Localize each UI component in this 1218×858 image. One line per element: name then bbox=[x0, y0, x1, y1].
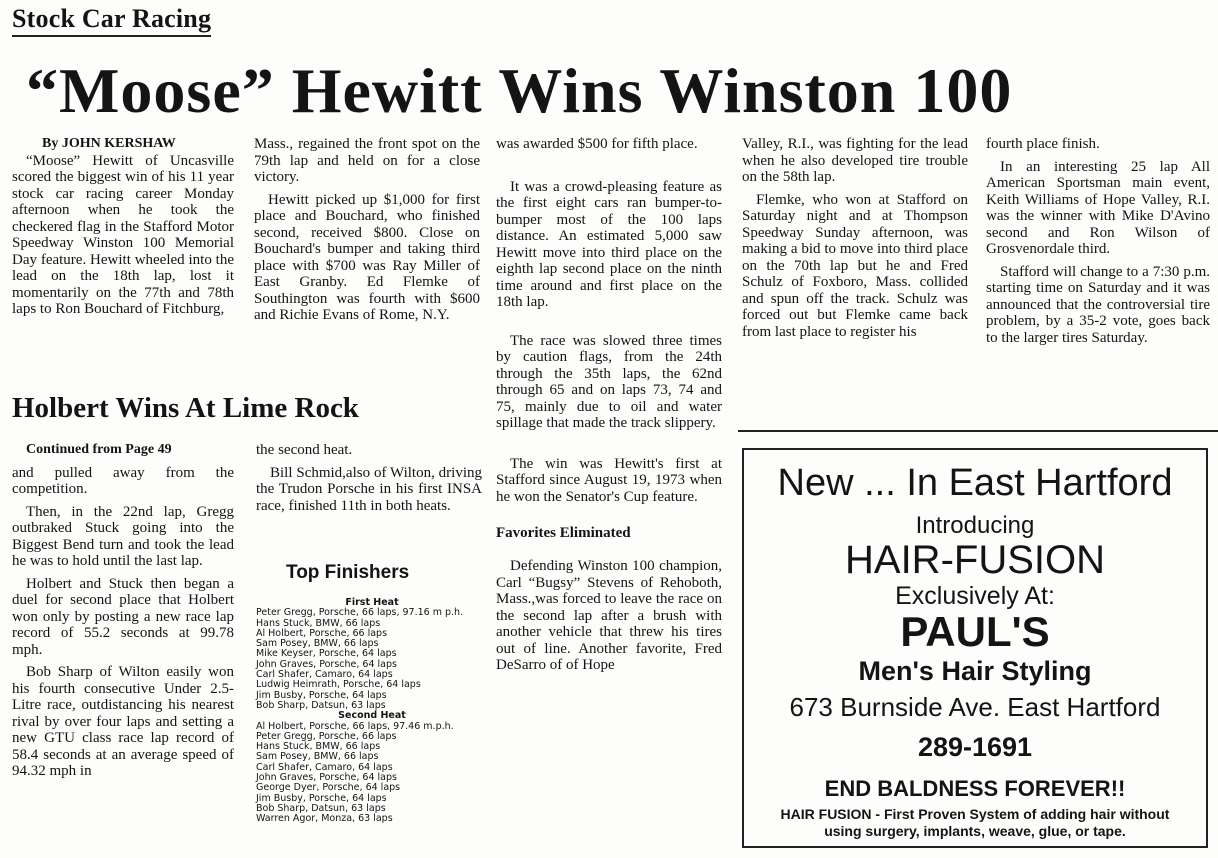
finisher-row: Bob Sharp, Datsun, 63 laps bbox=[256, 802, 386, 814]
second-heat-label: Second Heat bbox=[338, 710, 406, 722]
ad-slogan: END BALDNESS FOREVER!! bbox=[824, 776, 1126, 801]
finisher-row: Hans Stuck, BMW, 66 laps bbox=[256, 617, 381, 629]
finisher-row: Al Holbert, Porsche, 66 laps, 97.46 m.p.h. bbox=[256, 720, 454, 732]
section-label: Stock Car Racing bbox=[12, 4, 211, 37]
paragraph: was awarded $500 for fifth place. bbox=[496, 136, 698, 152]
article-column-2 bbox=[254, 136, 480, 330]
finisher-row: Sam Posey, BMW, 66 laps bbox=[256, 751, 379, 763]
article-column-3 bbox=[496, 136, 722, 680]
finisher-row: Carl Shafer, Camaro, 64 laps bbox=[256, 669, 393, 681]
finisher-row: George Dyer, Porsche, 64 laps bbox=[256, 782, 401, 794]
article-column-4 bbox=[742, 136, 968, 346]
finisher-row: John Graves, Porsche, 64 laps bbox=[256, 772, 397, 784]
finisher-row: Carl Shafer, Camaro, 64 laps bbox=[256, 761, 393, 773]
ad-new-headline: New ... In East Hartford bbox=[777, 462, 1173, 504]
finisher-row: Bob Sharp, Datsun, 63 laps bbox=[256, 699, 386, 711]
top-finishers-title: Top Finishers bbox=[286, 562, 410, 583]
paragraph: and pulled away from the competition. bbox=[12, 464, 234, 497]
main-headline: “Moose” Hewitt Wins Winston 100 bbox=[26, 55, 1013, 126]
paragraph: Bill Schmid,also of Wilton, driving the Trudon Porsche in his first INSA race, finished 11th in both heats. bbox=[256, 464, 482, 514]
finisher-row: Ludwig Heimrath, Porsche, 64 laps bbox=[256, 679, 421, 691]
finisher-row: John Graves, Porsche, 64 laps bbox=[256, 658, 397, 670]
paragraph: It was a crowd-pleasing feature as the first eight cars ran bumper-to-bumper most of the 100 laps distance. An estimated 5,000 saw Hewitt move into third place on the eighth lap second place on the ninth time around and first place on the 18th lap. bbox=[496, 178, 722, 310]
paragraph: Bob Sharp of Wilton easily won his fourth consecutive Under 2.5-Litre race, outdistancing his nearest rival by over four laps and setting a new GTU class race lap record of 58.4 seconds at an average speed of 94.32 mph in bbox=[12, 664, 234, 779]
holbert-column-2 bbox=[256, 442, 482, 520]
ad-exclusively: Exclusively At: bbox=[895, 582, 1055, 610]
paragraph: The win was Hewitt's first at Stafford since August 19, 1973 when he won the Senator's Cup feature. bbox=[496, 455, 722, 505]
paragraph: fourth place finish. bbox=[986, 136, 1100, 152]
first-heat-label: First Heat bbox=[345, 597, 399, 608]
finisher-row: Peter Gregg, Porsche, 66 laps, 97.16 m p.h. bbox=[256, 607, 464, 619]
ad-introducing: Introducing bbox=[915, 512, 1035, 539]
finisher-row: Sam Posey, BMW, 66 laps bbox=[256, 638, 379, 650]
paragraph: Mass., regained the front spot on the 79th lap and held on for a close victory. bbox=[254, 136, 480, 185]
finisher-row: Warren Agor, Monza, 63 laps bbox=[256, 813, 393, 825]
column-rule bbox=[738, 430, 1218, 432]
ad-tagline: HAIR FUSION - First Proven System of adding hair without using surgery, implants, weave, glue, or tape. bbox=[780, 806, 1170, 839]
ad-product-name: HAIR-FUSION bbox=[845, 538, 1105, 582]
top-finishers-list bbox=[256, 598, 488, 825]
holbert-headline: Holbert Wins At Lime Rock bbox=[12, 392, 359, 424]
finisher-row: Al Holbert, Porsche, 66 laps bbox=[256, 627, 388, 639]
ad-phone: 289-1691 bbox=[917, 732, 1033, 762]
article-column-5 bbox=[986, 136, 1210, 352]
paragraph: Flemke, who won at Stafford on Saturday night and at Thompson Speedway Sunday afternoon, was making a bid to move into third place on the 70th lap but he and Fred Schulz of Foxboro, Mass. collided and spun off the track. Schulz was forced out but Flemke came back from last place to register his bbox=[742, 191, 968, 340]
paragraph: Hewitt picked up $1,000 for first place and Bouchard, who finished second, received $800. Close on Bouchard's bumper and taking third place with $700 was Ray Miller of East Granby. Ed Flemke of Southington was fourth with $600 and Richie Evans of Rome, N.Y. bbox=[254, 191, 480, 323]
paragraph: Then, in the 22nd lap, Gregg outbraked Stuck going into the Biggest Bend turn and took the lead he was to hold until the last lap. bbox=[12, 503, 234, 569]
ad-shop-name: PAUL'S bbox=[900, 608, 1050, 655]
paragraph: Holbert and Stuck then began a duel for second place that Holbert won only by posting a new race lap record of 55.2 seconds at 99.78 mph. bbox=[12, 575, 234, 658]
continued-note: Continued from Page 49 bbox=[26, 442, 172, 457]
finisher-row: Peter Gregg, Porsche, 66 laps bbox=[256, 730, 397, 742]
paragraph: The race was slowed three times by caution flags, from the 24th through the 35th laps, the 62nd through 65 and on laps 73, 74 and 75, mainly due to oil and water spillage that made the track slippery. bbox=[496, 332, 722, 431]
paragraph: Stafford will change to a 7:30 p.m. starting time on Saturday and it was announced that the controversial tire problem, by a 35-2 vote, goes back to the larger tires Saturday. bbox=[986, 263, 1210, 346]
subheading-favorites: Favorites Eliminated bbox=[496, 525, 631, 541]
holbert-column-1 bbox=[12, 442, 234, 786]
ad-address: 673 Burnside Ave. East Hartford bbox=[789, 692, 1161, 722]
paragraph: the second heat. bbox=[256, 442, 353, 458]
paragraph: Defending Winston 100 champion, Carl “Bugsy” Stevens of Rehoboth, Mass.,was forced to leave the race on the second lap after a brush with another vehicle that threw his tires out of line. Another favorite, Fred DeSarro of of Hope bbox=[496, 558, 722, 673]
ad-shop-subtitle: Men's Hair Styling bbox=[858, 656, 1092, 686]
hair-fusion-advertisement bbox=[742, 448, 1208, 848]
paragraph: “Moose” Hewitt of Uncasville scored the biggest win of his 11 year stock car racing career Monday afternoon when he took the checkered flag in the Stafford Motor Speedway Winston 100 Memorial Day feature. Hewitt wheeled into the lead on the 18th lap, lost it momentarily on the 77th and 78th laps to Ron Bouchard of Fitchburg, bbox=[12, 152, 234, 317]
finisher-row: Mike Keyser, Porsche, 64 laps bbox=[256, 648, 397, 660]
finisher-row: Hans Stuck, BMW, 66 laps bbox=[256, 741, 381, 753]
byline: By JOHN KERSHAW bbox=[42, 136, 176, 151]
finisher-row: Jim Busby, Porsche, 64 laps bbox=[256, 792, 387, 804]
paragraph: Valley, R.I., was fighting for the lead when he also developed tire trouble on the 58th lap. bbox=[742, 136, 968, 185]
finisher-row: Jim Busby, Porsche, 64 laps bbox=[256, 689, 387, 701]
paragraph: In an interesting 25 lap All American Sportsman main event, Keith Williams of Hope Valley, R.I. was the winner with Mike D'Avino second and Ron Wilson of Grosvenordale third. bbox=[986, 158, 1210, 257]
article-column-1 bbox=[12, 136, 234, 324]
